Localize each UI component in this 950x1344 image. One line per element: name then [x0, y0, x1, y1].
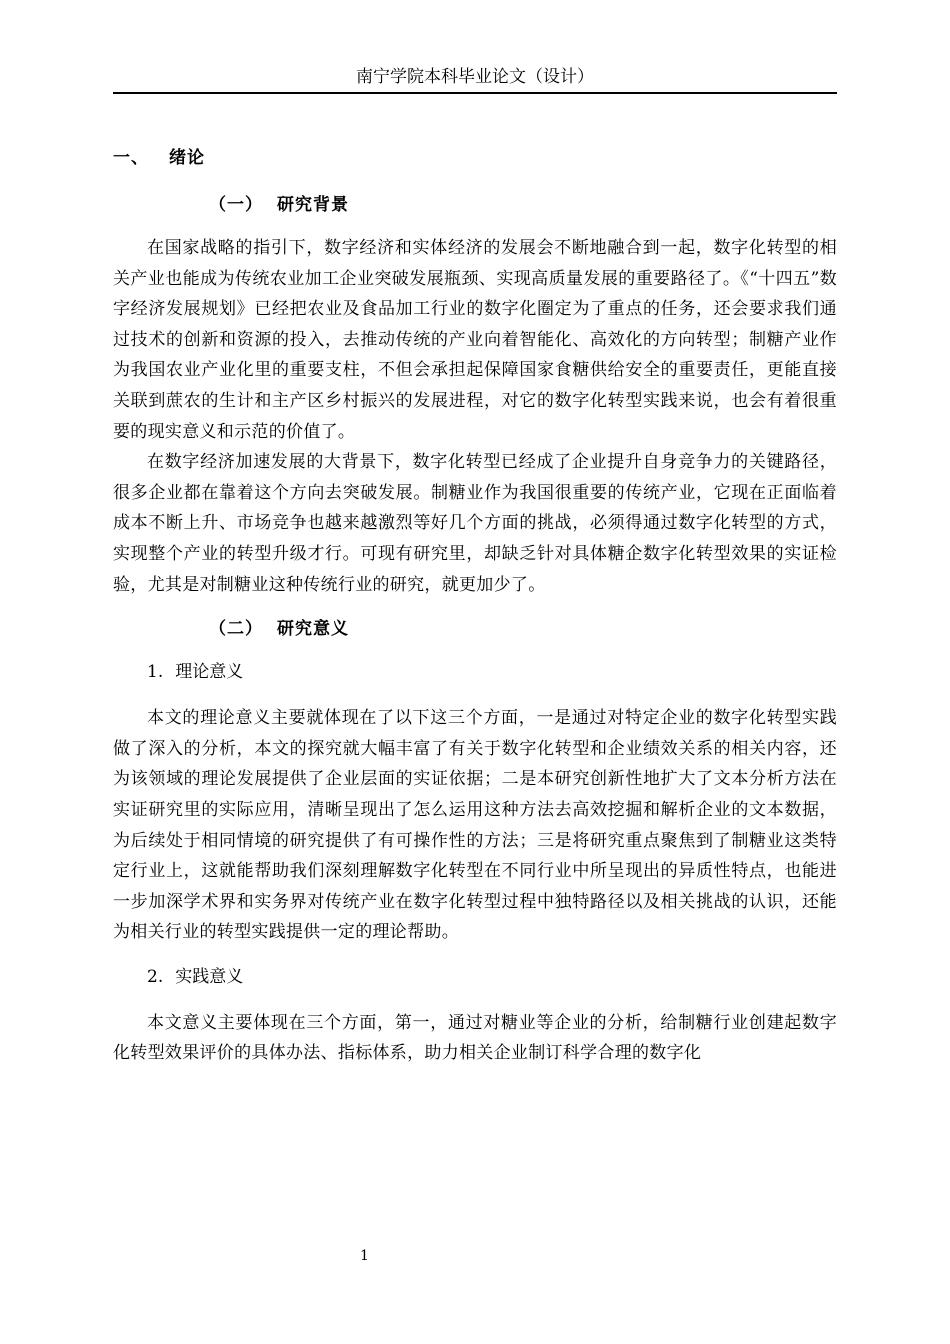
item-title: 实践意义: [175, 966, 244, 987]
section-heading-introduction: [113, 143, 837, 173]
practical-paragraph: 本文意义主要体现在三个方面，第一，通过对糖业等企业的分析，给制糖行业创建起数字化转型效果评价的具体办法、指标体系，助力相关企业制订科学合理的数字化: [113, 1012, 837, 1064]
background-paragraph-1: 在国家战略的指引下，数字经济和实体经济的发展会不断地融合到一起，数字化转型的相关产业也能成为传统农业加工企业突破发展瓶颈、实现高质量发展的重要路径了。《“十四五”数字经济发展规划》已经把农业及食品加工行业的数字化圈定为了重点的任务，还会要求我们通过技术的创新和资源的投入，去推动传统的产业向着智能化、高效化的方向转型；制糖产业作为我国农业产业化里的重要支柱，不但会承担起保障国家食糖供给安全的重要责任，更能直接关联到蔗农的生计和主产区乡村振兴的发展进程，对它的数字化转型实践来说，也会有着很重要的现实意义和示范的价值了。: [113, 238, 837, 442]
theoretical-paragraph: 本文的理论意义主要就体现在了以下这三个方面，一是通过对特定企业的数字化转型实践做了深入的分析，本文的探究就大幅丰富了有关于数字化转型和企业绩效关系的相关内容，还为该领域的理论发展提供了企业层面的实证依据；二是本研究创新性地扩大了文本分析方法在实证研究里的实际应用，清晰呈现出了怎么运用这种方法去高效挖掘和解析企业的文本数据，为后续处于相同情境的研究提供了有可操作性的方法；三是将研究重点聚焦到了制糖业这类特定行业上，这就能帮助我们深刻理解数字化转型在不同行业中所呈现出的异质性特点，也能进一步加深学术界和实务界对传统产业在数字化转型过程中独特路径以及相关挑战的认识，还能为相关行业的转型实践提供一定的理论帮助。: [113, 708, 837, 943]
subsection-number: （一）: [209, 195, 263, 215]
document-body: [113, 143, 837, 1069]
item-title: 理论意义: [175, 662, 244, 683]
subsection-heading-background: [113, 190, 837, 220]
header-rule: [113, 92, 837, 94]
subsection-heading-significance: [113, 614, 837, 644]
item-heading-theoretical: [113, 657, 837, 687]
section-title: 绪论: [169, 148, 205, 168]
subsection-title: 研究意义: [277, 619, 349, 640]
page-number: 1: [360, 1248, 369, 1264]
subsection-title: 研究背景: [277, 195, 349, 215]
subsection-number: （二）: [209, 619, 263, 640]
section-number: 一、: [113, 148, 149, 168]
item-number: 1.: [147, 662, 164, 683]
item-number: 2.: [147, 966, 164, 987]
item-heading-practical: [113, 962, 837, 992]
background-paragraph-2: 在数字经济加速发展的大背景下，数字化转型已经成了企业提升自身竞争力的关键路径，很多企业都在靠着这个方向去突破发展。制糖业作为我国很重要的传统产业，它现在正面临着成本不断上升、市场竞争也越来越激烈等好几个方面的挑战，必须得通过数字化转型的方式，实现整个产业的转型升级才行。可现有研究里，却缺乏针对具体糖企数字化转型效果的实证检验，尤其是对制糖业这种传统行业的研究，就更加少了。: [113, 452, 837, 595]
page-header: 南宁学院本科毕业论文（设计）: [356, 67, 594, 87]
